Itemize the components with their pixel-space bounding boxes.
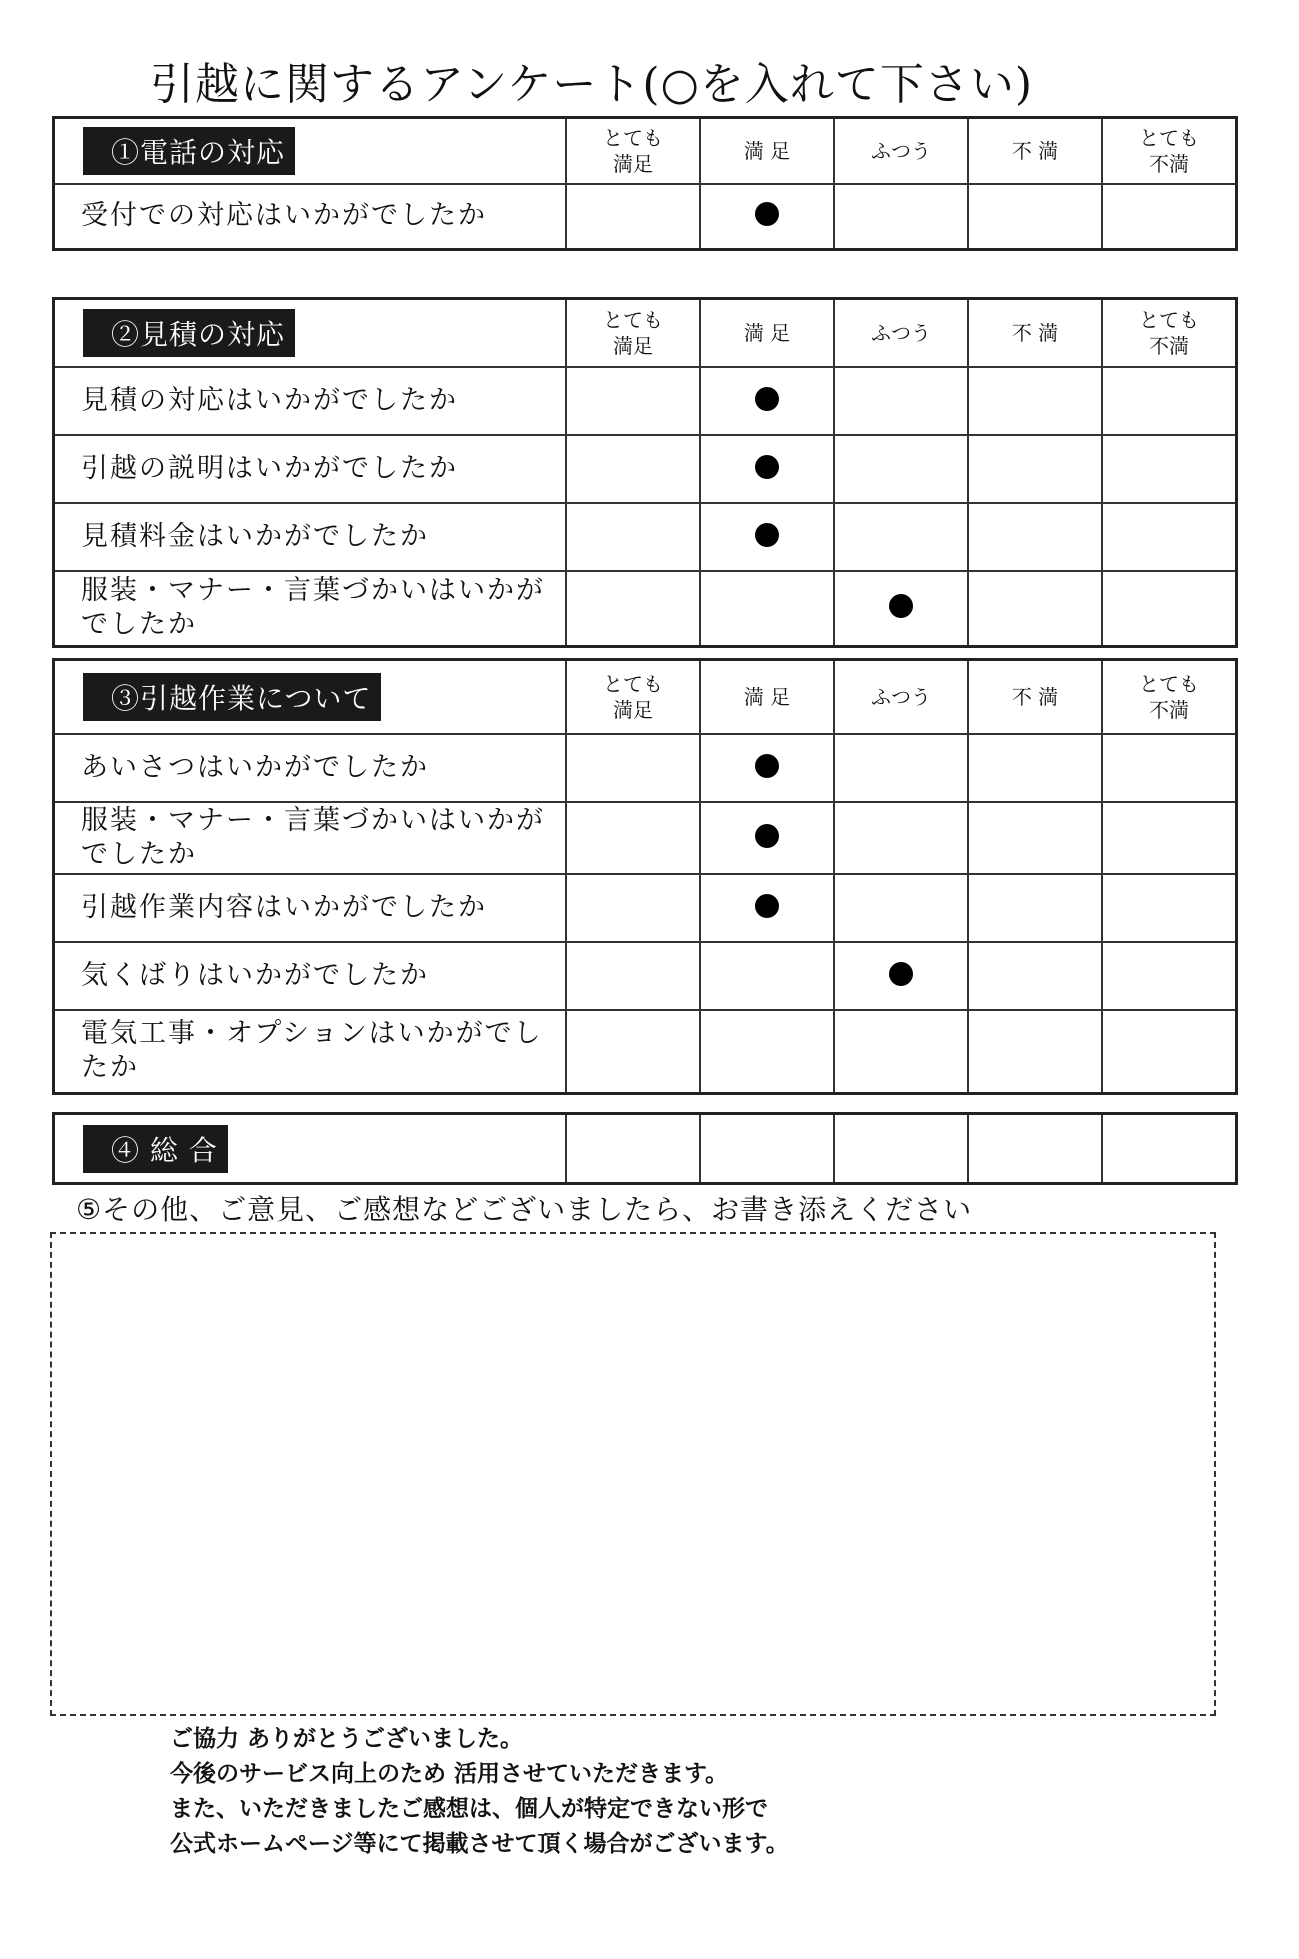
question-text: 気くばりはいかがでしたか xyxy=(81,959,429,991)
column-header-text: ふつう xyxy=(871,138,931,163)
question-text: 引越作業内容はいかがでしたか xyxy=(81,891,487,923)
rating-cell[interactable] xyxy=(566,942,700,1010)
comments-field[interactable] xyxy=(50,1232,1216,1716)
rating-cell[interactable] xyxy=(1102,571,1237,647)
question-text: 電気工事・オプションはいかがでしたか xyxy=(81,1018,543,1084)
question-cell xyxy=(54,734,567,802)
question-cell xyxy=(54,874,567,942)
rating-cell[interactable] xyxy=(700,435,834,503)
question-text: 服装・マナー・言葉づかいはいかがでしたか xyxy=(81,804,545,870)
rating-cell[interactable] xyxy=(566,571,700,647)
rating-cell[interactable] xyxy=(566,1010,700,1094)
column-header-text: ふつう xyxy=(871,320,931,345)
section-label: ④ 総 合 xyxy=(83,1125,228,1173)
footer-line: ご協力 ありがとうございました。 xyxy=(170,1726,524,1752)
section-header-row xyxy=(54,299,1237,367)
survey-section-table xyxy=(52,1112,1238,1185)
question-row xyxy=(54,942,1237,1010)
filled-circle-mark xyxy=(755,894,779,918)
column-header-text: とても xyxy=(1139,125,1199,150)
rating-cell[interactable] xyxy=(834,942,968,1010)
rating-cell[interactable] xyxy=(1102,1010,1237,1094)
rating-cell[interactable] xyxy=(700,1010,834,1094)
rating-cell[interactable] xyxy=(1102,874,1237,942)
column-header-text: ふつう xyxy=(871,684,931,709)
column-header xyxy=(968,660,1102,734)
footer-line: また、いただきましたご感想は、個人が特定できない形で xyxy=(170,1796,768,1822)
column-header-text: とても xyxy=(603,671,663,696)
question-row xyxy=(54,874,1237,942)
rating-cell[interactable] xyxy=(700,1114,834,1184)
column-header xyxy=(700,660,834,734)
rating-cell[interactable] xyxy=(834,184,968,250)
rating-cell[interactable] xyxy=(968,184,1102,250)
question-text: 服装・マナー・言葉づかいはいかがでしたか xyxy=(81,575,545,641)
rating-cell[interactable] xyxy=(566,802,700,874)
rating-cell[interactable] xyxy=(1102,942,1237,1010)
section-label: ①電話の対応 xyxy=(83,127,295,175)
section-header-cell xyxy=(54,1114,567,1184)
column-header xyxy=(700,299,834,367)
filled-circle-mark xyxy=(889,594,913,618)
rating-cell[interactable] xyxy=(566,367,700,435)
question-row xyxy=(54,802,1237,874)
column-header xyxy=(566,660,700,734)
question-row xyxy=(54,1010,1237,1094)
rating-cell[interactable] xyxy=(700,802,834,874)
column-header-text: 満足 xyxy=(613,151,653,176)
question-row xyxy=(54,503,1237,571)
rating-cell[interactable] xyxy=(700,734,834,802)
rating-cell[interactable] xyxy=(566,734,700,802)
rating-cell[interactable] xyxy=(1102,1114,1237,1184)
column-header xyxy=(566,118,700,184)
question-cell xyxy=(54,1010,567,1094)
column-header xyxy=(834,299,968,367)
column-header-text: 満 足 xyxy=(743,138,791,163)
filled-circle-mark xyxy=(755,824,779,848)
rating-cell[interactable] xyxy=(566,874,700,942)
rating-cell[interactable] xyxy=(1102,367,1237,435)
rating-cell[interactable] xyxy=(834,367,968,435)
survey-section-table xyxy=(52,658,1238,1095)
column-header xyxy=(968,118,1102,184)
question-row xyxy=(54,184,1237,250)
rating-cell[interactable] xyxy=(834,1010,968,1094)
rating-cell[interactable] xyxy=(834,734,968,802)
rating-cell[interactable] xyxy=(968,1010,1102,1094)
question-cell xyxy=(54,367,567,435)
rating-cell[interactable] xyxy=(968,874,1102,942)
column-header xyxy=(1102,660,1237,734)
filled-circle-mark xyxy=(755,202,779,226)
question-text: 受付での対応はいかがでしたか xyxy=(81,200,487,232)
footer-line: 今後のサービス向上のため 活用させていただきます。 xyxy=(170,1761,729,1787)
section-header-row xyxy=(54,118,1237,184)
survey-section-table xyxy=(52,297,1238,648)
rating-cell[interactable] xyxy=(834,435,968,503)
rating-cell[interactable] xyxy=(1102,184,1237,250)
column-header-text: 不 満 xyxy=(1011,320,1059,345)
filled-circle-mark xyxy=(755,455,779,479)
column-header-text: 不満 xyxy=(1149,333,1189,358)
column-header-text: とても xyxy=(603,125,663,150)
question-text: 見積の対応はいかがでしたか xyxy=(81,384,458,416)
filled-circle-mark xyxy=(755,754,779,778)
rating-cell[interactable] xyxy=(968,802,1102,874)
rating-cell[interactable] xyxy=(700,184,834,250)
column-header xyxy=(834,118,968,184)
rating-cell[interactable] xyxy=(834,802,968,874)
rating-cell[interactable] xyxy=(566,1114,700,1184)
rating-cell[interactable] xyxy=(968,942,1102,1010)
section-label: ③引越作業について xyxy=(83,673,381,721)
question-cell xyxy=(54,571,567,647)
rating-cell[interactable] xyxy=(968,571,1102,647)
rating-cell[interactable] xyxy=(566,435,700,503)
column-header-text: 満足 xyxy=(613,333,653,358)
column-header xyxy=(834,660,968,734)
rating-cell[interactable] xyxy=(968,734,1102,802)
column-header-text: 満足 xyxy=(613,697,653,722)
rating-cell[interactable] xyxy=(968,367,1102,435)
column-header-text: 不満 xyxy=(1149,151,1189,176)
question-cell xyxy=(54,942,567,1010)
filled-circle-mark xyxy=(755,523,779,547)
rating-cell[interactable] xyxy=(968,503,1102,571)
question-text: 見積料金はいかがでしたか xyxy=(81,520,429,552)
question-cell xyxy=(54,184,567,250)
rating-cell[interactable] xyxy=(700,503,834,571)
column-header-text: 不満 xyxy=(1149,697,1189,722)
section-header-row xyxy=(54,1114,1237,1184)
column-header xyxy=(700,118,834,184)
column-header xyxy=(566,299,700,367)
question-cell xyxy=(54,503,567,571)
section-label: ②見積の対応 xyxy=(83,309,295,357)
rating-cell[interactable] xyxy=(968,435,1102,503)
column-header xyxy=(1102,118,1237,184)
column-header-text: 不 満 xyxy=(1011,684,1059,709)
column-header-text: とても xyxy=(1139,671,1199,696)
rating-cell[interactable] xyxy=(700,874,834,942)
rating-cell[interactable] xyxy=(834,503,968,571)
question-cell xyxy=(54,435,567,503)
rating-cell[interactable] xyxy=(700,942,834,1010)
section-header-cell xyxy=(54,660,567,734)
rating-cell[interactable] xyxy=(834,874,968,942)
rating-cell[interactable] xyxy=(1102,802,1237,874)
column-header-text: 満 足 xyxy=(743,684,791,709)
column-header xyxy=(1102,299,1237,367)
filled-circle-mark xyxy=(889,962,913,986)
section-header-row xyxy=(54,660,1237,734)
survey-section-table xyxy=(52,116,1238,251)
rating-cell[interactable] xyxy=(700,367,834,435)
footer-notes xyxy=(170,1722,1070,1862)
rating-cell[interactable] xyxy=(566,184,700,250)
rating-cell[interactable] xyxy=(566,503,700,571)
comments-heading: ⑤その他、ご意見、ご感想などございましたら、お書き添えください xyxy=(76,1193,973,1226)
footer-line: 公式ホームページ等にて掲載させて頂く場合がございます。 xyxy=(170,1831,789,1857)
column-header-text: とても xyxy=(1139,307,1199,332)
rating-cell[interactable] xyxy=(834,1114,968,1184)
column-header-text: 不 満 xyxy=(1011,138,1059,163)
rating-cell[interactable] xyxy=(1102,435,1237,503)
question-row xyxy=(54,734,1237,802)
rating-cell[interactable] xyxy=(1102,503,1237,571)
question-cell xyxy=(54,802,567,874)
rating-cell[interactable] xyxy=(1102,734,1237,802)
rating-cell[interactable] xyxy=(968,1114,1102,1184)
question-row xyxy=(54,435,1237,503)
column-header xyxy=(968,299,1102,367)
section-header-cell xyxy=(54,118,567,184)
question-text: あいさつはいかがでしたか xyxy=(81,751,429,783)
question-row xyxy=(54,367,1237,435)
column-header-text: 満 足 xyxy=(743,320,791,345)
rating-cell[interactable] xyxy=(834,571,968,647)
page-title: 引越に関するアンケート(○を入れて下さい) xyxy=(150,59,1034,110)
column-header-text: とても xyxy=(603,307,663,332)
filled-circle-mark xyxy=(755,387,779,411)
question-row xyxy=(54,571,1237,647)
rating-cell[interactable] xyxy=(700,571,834,647)
section-header-cell xyxy=(54,299,567,367)
question-text: 引越の説明はいかがでしたか xyxy=(81,452,458,484)
